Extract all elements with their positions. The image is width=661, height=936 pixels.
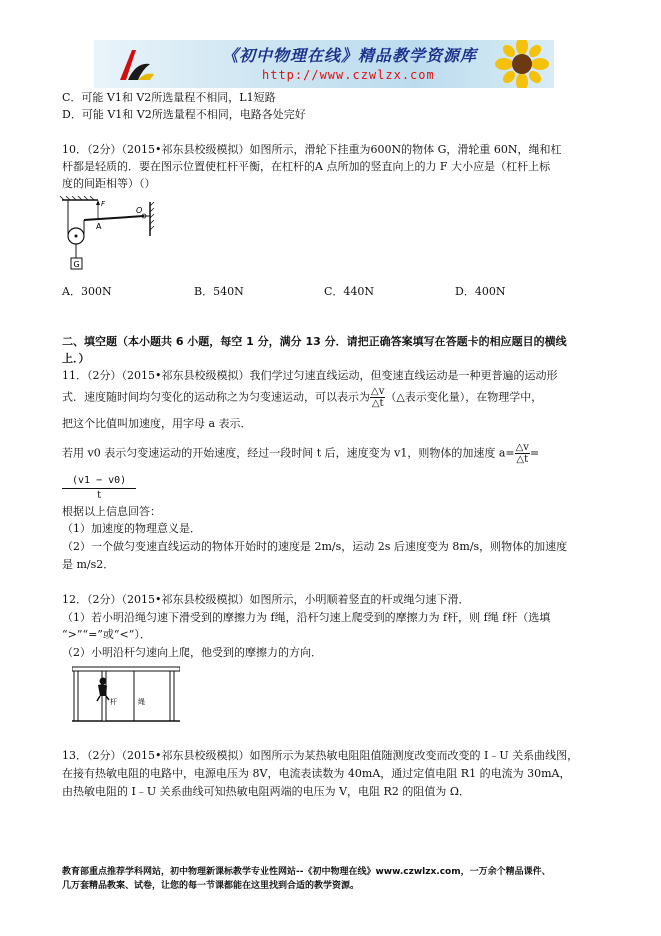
sunflower-icon <box>492 40 554 88</box>
q10-figure-label-g: G <box>73 260 80 269</box>
q11-stem-line2-text: 式．速度随时间均匀变化的运动称之为匀变速运动，可以表示为 <box>62 390 370 404</box>
q11-stem-line1: 11．（2分）（2015•祁东县校级模拟）我们学过匀速直线运动，但变速直线运动是一种更普遍的运动形 <box>62 369 558 382</box>
q10-stem-line1: 10．（2分）（2015•祁东县校级模拟）如图所示，滑轮下挂重为600N的物体 G，滑轮重 60N，绳和杠 <box>62 143 562 156</box>
q10-option-a: A．300N <box>62 285 112 298</box>
q10-stem-line2: 杆都是轻质的．要在图示位置使杠杆平衡，在杠杆的A 点所加的竖直向上的力 F 大小应是（杠杆上标 <box>62 160 551 173</box>
q9-option-d: D．可能 V1和 V2所选量程不相同，电路各处完好 <box>62 108 306 121</box>
footer-line1: 教育部重点推荐学科网站，初中物理新课标教学专业性网站--《初中物理在线》www.czwlzx.com，一万余个精品课件、 <box>62 867 551 877</box>
section-heading-line1: 二、填空题（本小题共 6 小题，每空 1 分，满分 13 分．请把正确答案填写在答题卡的相应题目的横线 <box>62 335 567 348</box>
q11-answer-denominator: t <box>97 489 102 501</box>
footer-line2: 几万套精品教案、试卷，让您的每一节课都能在这里找到合适的教学资源。 <box>62 880 360 891</box>
q11-stem-line2-tail: （△表示变化量），在物理学中， <box>385 390 543 404</box>
q11-answer-numerator: (v1 − v0) <box>62 474 136 489</box>
q13-stem-line3: 由热敏电阻的 I﹣U 关系曲线可知热敏电阻两端的电压为 V，电阻 R2 的阻值为 Ω． <box>62 785 470 798</box>
site-banner <box>94 40 554 88</box>
q12-subq1-line2: “>”“=”或“<”）． <box>62 628 151 641</box>
q10-lever-pulley-figure <box>58 196 158 276</box>
q12-stem-line1: 12．（2分）（2015•祁东县校级模拟）如图所示，小明顺着竖直的杆或绳匀速下滑． <box>62 593 470 606</box>
q11-subq1: （1）加速度的物理意义是． <box>62 522 201 535</box>
q11-fraction-dv-dt <box>370 386 385 409</box>
section-heading-line2: 上．） <box>62 352 90 365</box>
q10-stem-line3: 度的间距相等）（） <box>62 177 156 190</box>
q11-accel-fraction <box>515 442 530 465</box>
q12-subq2: （2）小明沿杆匀速向上爬，他受到的摩擦力的方向． <box>62 646 322 659</box>
q12-subq1-line1: （1）若小明沿绳匀速下滑受到的摩擦力为 f绳，沿杆匀速上爬受到的摩擦力为 f杆，则 f绳 f杆（选填 <box>62 611 551 624</box>
q12-pole-rope-figure <box>72 664 180 726</box>
q13-stem-line2: 在接有热敏电阻的电路中，电源电压为 8V，电流表读数为 40mA，通过定值电阻 R1 的电流为 30mA， <box>62 767 571 780</box>
q11-fraction-numerator: △v <box>371 386 385 397</box>
q11-subq2-line1: （2）一个做匀变速直线运动的物体开始时的速度是 2m/s，运动 2s 后速度变为 8m/s，则物体的加速度 <box>62 540 568 553</box>
page-footer <box>62 866 622 894</box>
q11-stem-line4-text: 若用 v0 表示匀变速运动的开始速度，经过一段时间 t 后，速度变为 v1，则物体的加速度 a= <box>62 446 515 460</box>
q10-option-c: C．440N <box>324 285 375 298</box>
q11-stem-line2 <box>62 386 542 409</box>
q11-fraction-denominator: △t <box>371 398 384 409</box>
q10-figure-label-a: A <box>96 222 102 231</box>
q11-answer-fraction <box>62 474 136 502</box>
q11-subq2-line2: 是 m/s2． <box>62 558 115 571</box>
q11-accel-denominator: △t <box>516 454 529 465</box>
q11-stem-line3: 把这个比值叫加速度，用字母 a 表示． <box>62 417 252 430</box>
q11-stem-line4 <box>62 442 539 465</box>
q10-option-d: D．400N <box>455 285 506 298</box>
q10-figure-label-f: F <box>101 200 106 208</box>
q9-option-c: C．可能 V1和 V2所选量程不相同，L1短路 <box>62 91 276 104</box>
q11-equals: = <box>529 446 540 460</box>
q10-figure-label-o: O <box>136 206 143 215</box>
q11-info-line: 根据以上信息回答： <box>62 505 161 518</box>
site-logo-icon <box>114 44 158 84</box>
q10-option-b: B．540N <box>194 285 244 298</box>
q13-stem-line1: 13．（2分）（2015•祁东县校级模拟）如图所示为某热敏电阻阻值随测度改变而改变的 I﹣U 关系曲线图， <box>62 749 579 762</box>
q12-figure-label-pole: 杆 <box>110 698 117 706</box>
q11-accel-numerator: △v <box>515 442 529 453</box>
banner-url[interactable]: http://www.czwlzx.com <box>262 68 435 82</box>
q12-figure-label-rope: 绳 <box>138 698 145 706</box>
banner-title: 《初中物理在线》精品教学资源库 <box>222 46 478 65</box>
